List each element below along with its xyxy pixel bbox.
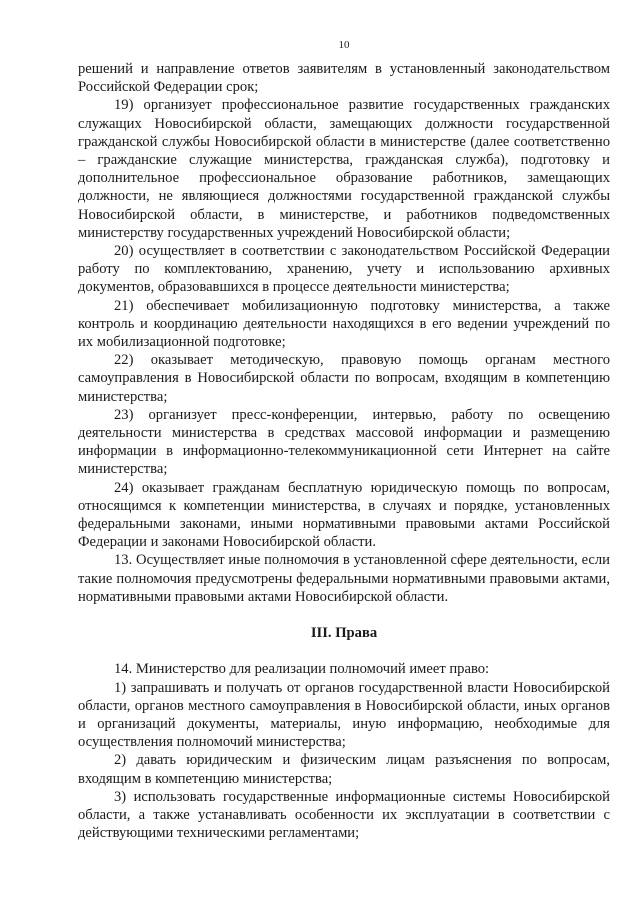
paragraph: решений и направление ответов заявителям в установленный законодательством Российской Федерации срок;	[78, 61, 610, 96]
paragraph: 2) давать юридическим и физическим лицам разъяснения по вопросам, входящим в компетенцию министерства;	[78, 752, 610, 787]
paragraph: 22) оказывает методическую, правовую помощь органам местного самоуправления в Новосибирской области по вопросам, входящим в компетенцию министерства;	[78, 352, 610, 405]
paragraph: 13. Осуществляет иные полномочия в установленной сфере деятельности, если такие полномочия предусмотрены федеральными нормативными правовыми актами, нормативными правовыми актами Новосибирской области.	[78, 552, 610, 605]
paragraph: 23) организует пресс-конференции, интервью, работу по освещению деятельности министерства в средствах массовой информации и размещению информации в информационно-телекоммуникационной сети Интернет на сайте министерства;	[78, 406, 610, 478]
document-page	[78, 38, 610, 842]
section-title: III. Права	[310, 625, 378, 642]
paragraph: 19) организует профессиональное развитие государственных гражданских служащих Новосибирской области, замещающих должности государственной гражданской службы Новосибирской области в министерстве (далее соответственно – гражданские служащие министерства, гражданская служба), подготовку и дополнительное профессиональное образование работников, замещающих должности, не являющиеся должностями государственной гражданской службы Новосибирской области, в министерстве, и работников подведомственных министерству государственных учреждений Новосибирской области;	[78, 97, 610, 241]
paragraph: 20) осуществляет в соответствии с законодательством Российской Федерации работу по комплектованию, хранению, учету и использованию архивных документов, образовавшихся в процессе деятельности министерства;	[78, 243, 610, 296]
paragraph: 21) обеспечивает мобилизационную подготовку министерства, а также контроль и координацию деятельности находящихся в его ведении учреждений по их мобилизационной подготовке;	[78, 297, 610, 351]
paragraphs-before	[78, 60, 610, 606]
page-number: 10	[338, 39, 350, 51]
paragraph: 14. Министерство для реализации полномочий имеет право:	[114, 661, 490, 678]
paragraph: 1) запрашивать и получать от органов государственной власти Новосибирской области, органов местного самоуправления в Новосибирской области, иных органов и организаций документы, материалы, иную информацию, необходимые для осуществления полномочий министерства;	[78, 679, 610, 751]
paragraph: 24) оказывает гражданам бесплатную юридическую помощь по вопросам, относящимся к компетенции министерства, в случаях и порядке, установленных федеральными законами, иными нормативными правовыми актами Российской Федерации и законами Новосибирской области.	[78, 479, 610, 551]
paragraphs-after	[78, 660, 610, 842]
paragraph: 3) использовать государственные информационные системы Новосибирской области, а также устанавливать особенности их эксплуатации в соответствии с действующими техническими регламентами;	[78, 788, 610, 842]
